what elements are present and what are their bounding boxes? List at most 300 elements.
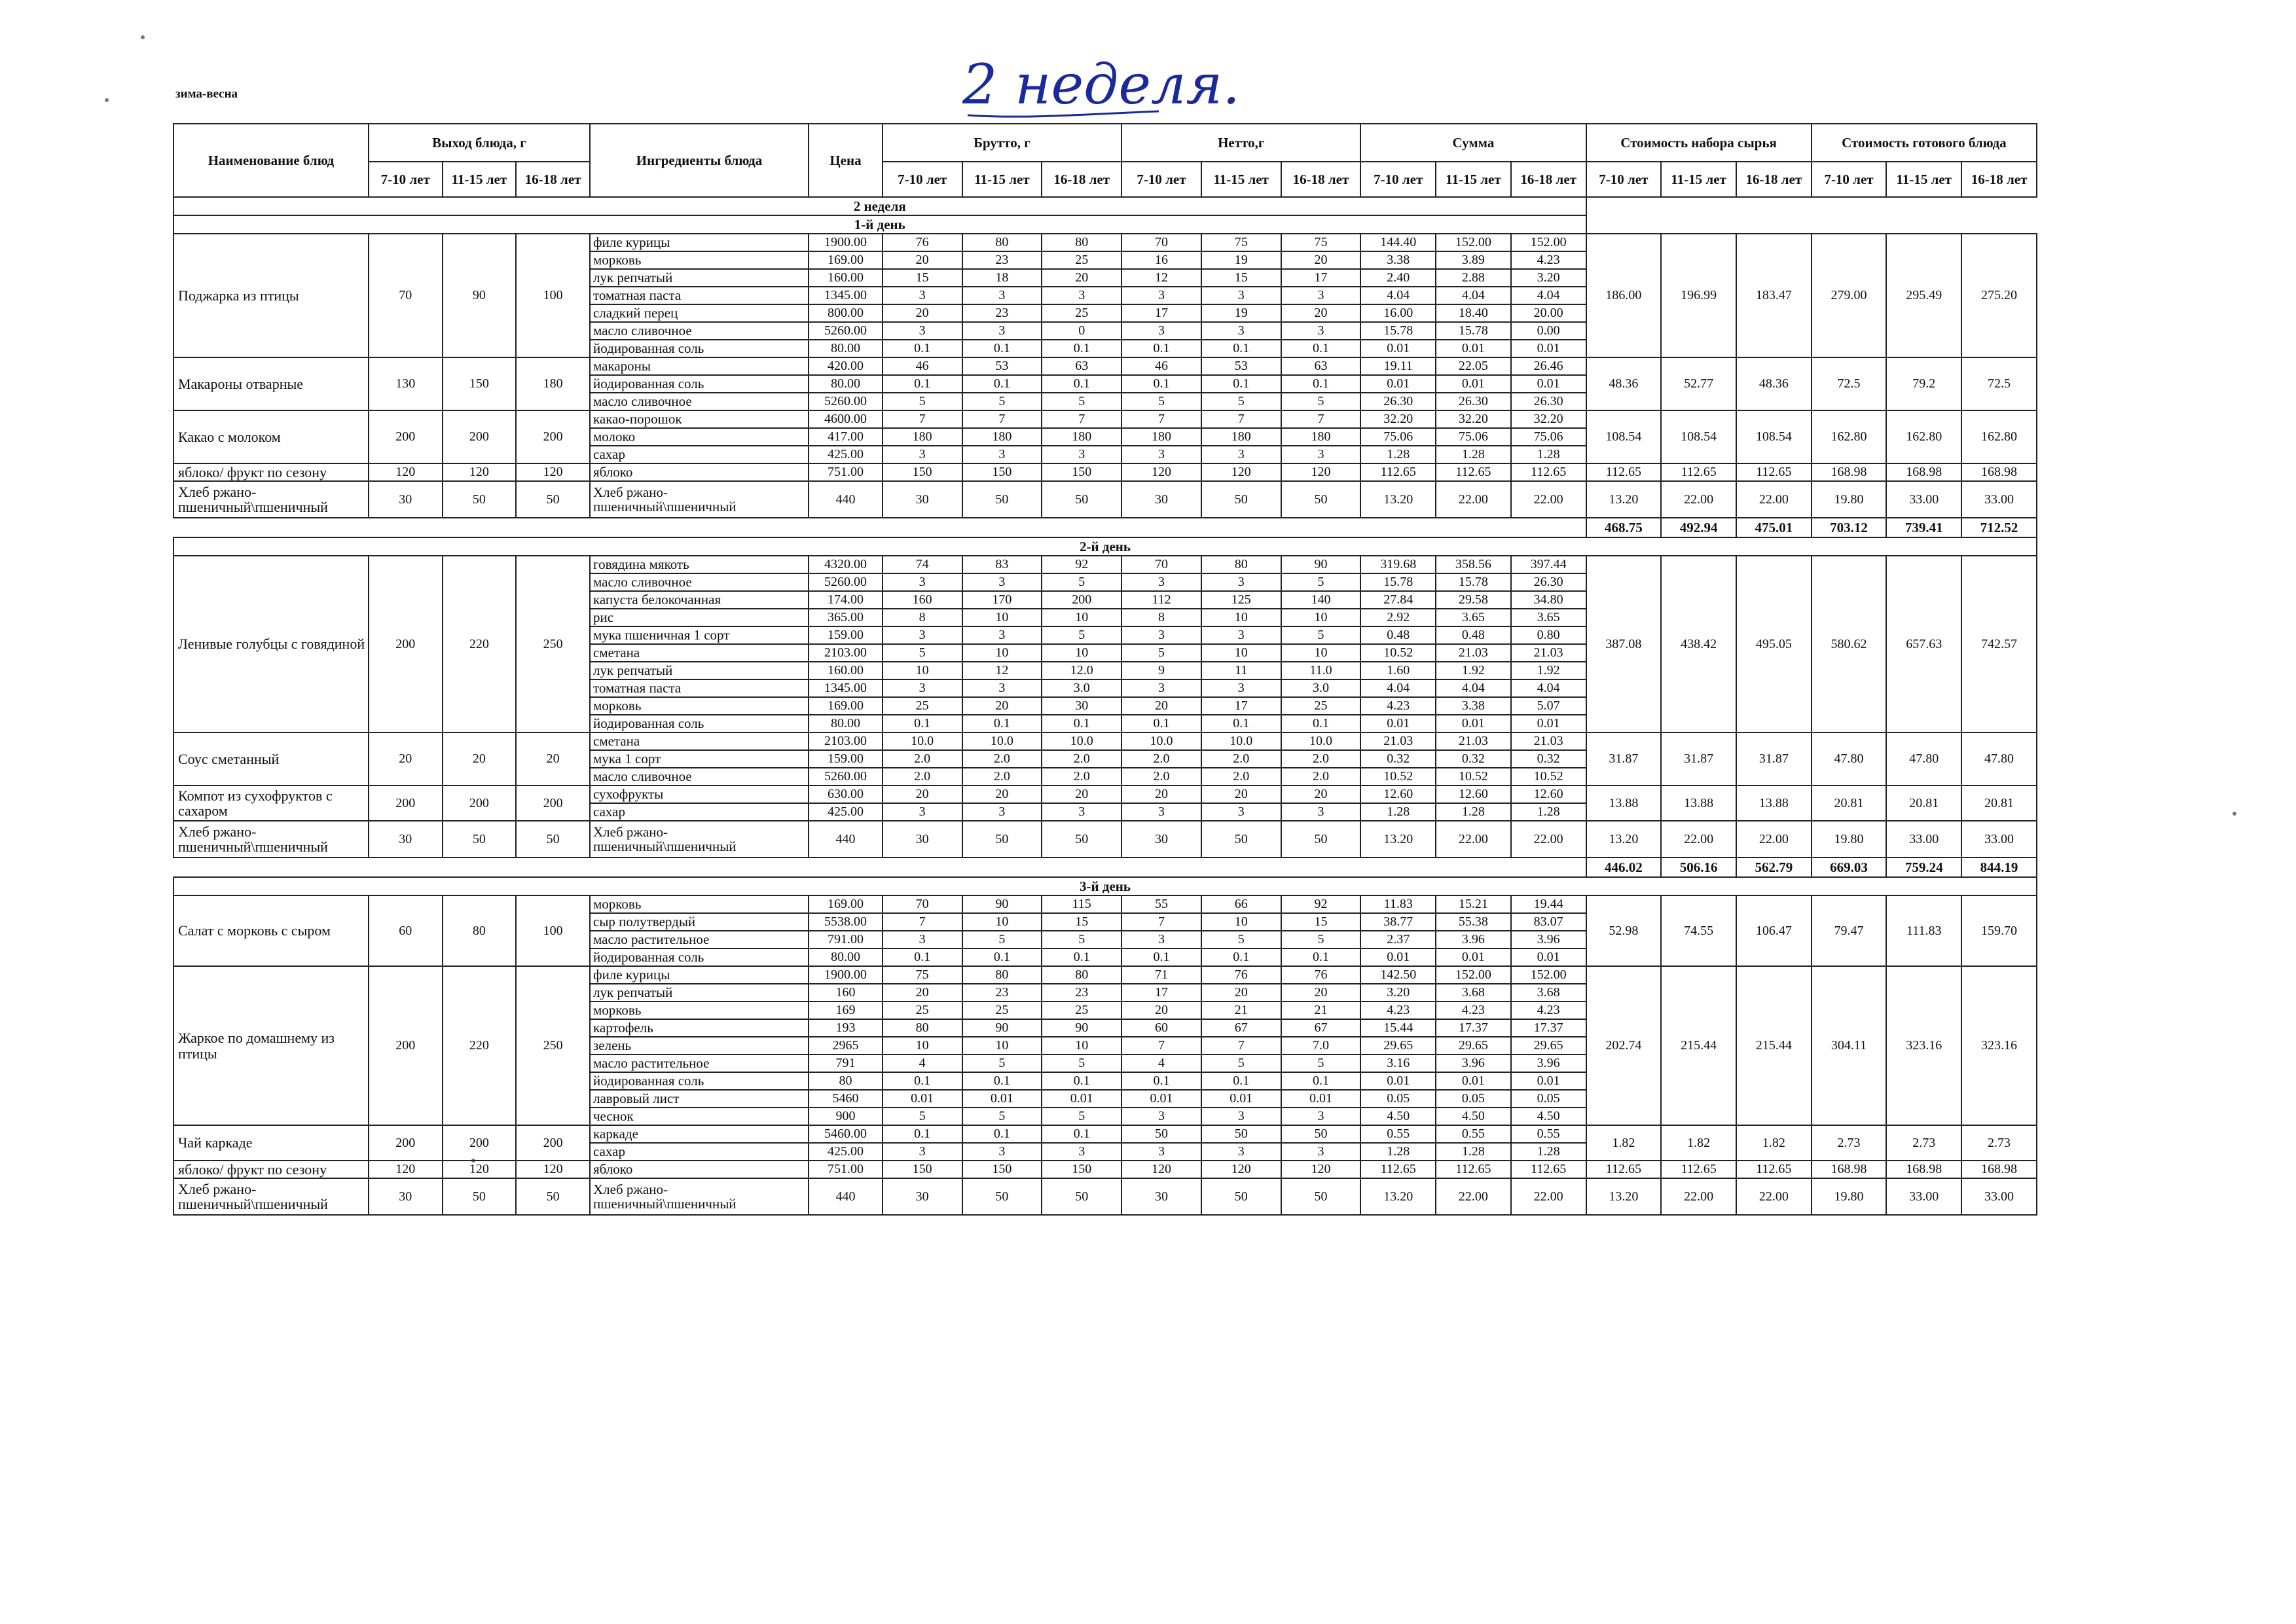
- ready-cost-1: 295.49: [1886, 234, 1961, 357]
- sum-1: 1.28: [1436, 803, 1511, 821]
- sum-2: 0.01: [1511, 715, 1586, 732]
- gross-1: 180: [962, 428, 1042, 446]
- ingredient-name: йодированная соль: [590, 340, 809, 357]
- sum-0: 12.60: [1360, 785, 1436, 803]
- ingredient-name: йодированная соль: [590, 375, 809, 393]
- sum-1: 152.00: [1436, 966, 1511, 984]
- net-1: 66: [1201, 895, 1281, 913]
- sum-2: 0.01: [1511, 375, 1586, 393]
- ready-cost-0: 168.98: [1812, 463, 1887, 481]
- dish-name: Хлеб ржано-пшеничный\пшеничный: [173, 481, 369, 518]
- net-0: 120: [1121, 463, 1201, 481]
- gross-0: 30: [883, 821, 962, 857]
- net-0: 70: [1121, 556, 1201, 573]
- ingredient-price: 169.00: [809, 895, 883, 913]
- sum-0: 4.04: [1360, 287, 1436, 304]
- sum-0: 1.28: [1360, 446, 1436, 463]
- sum-1: 0.01: [1436, 340, 1511, 357]
- raw-cost-0: 13.20: [1586, 481, 1662, 518]
- yield-1: 200: [443, 410, 517, 463]
- sum-1: 22.00: [1436, 481, 1511, 518]
- ingredient-name: йодированная соль: [590, 948, 809, 966]
- raw-cost-0: 202.74: [1586, 966, 1662, 1125]
- net-0: 20: [1121, 1001, 1201, 1019]
- total-raw-2: 475.01: [1736, 518, 1812, 537]
- net-2: 120: [1281, 463, 1361, 481]
- sum-1: 3.89: [1436, 251, 1511, 269]
- raw-cost-2: 112.65: [1736, 1161, 1812, 1178]
- ready-cost-1: 33.00: [1886, 1178, 1961, 1215]
- net-0: 2.0: [1121, 768, 1201, 785]
- sum-2: 152.00: [1511, 966, 1586, 984]
- net-1: 20: [1201, 785, 1281, 803]
- yield-0: 200: [369, 556, 443, 732]
- ingredient-price: 791: [809, 1055, 883, 1072]
- ready-cost-1: 657.63: [1886, 556, 1961, 732]
- ingredient-price: 425.00: [809, 1143, 883, 1161]
- total-ready-0: 669.03: [1812, 857, 1887, 877]
- ingredient-name: Хлеб ржано-пшеничный\пшеничный: [590, 821, 809, 857]
- ingredient-price: 4600.00: [809, 410, 883, 428]
- net-1: 3: [1201, 573, 1281, 591]
- gross-1: 5: [962, 1108, 1042, 1125]
- raw-cost-2: 31.87: [1736, 732, 1812, 785]
- col-ready-cost: Стоимость готового блюда: [1812, 124, 2037, 162]
- sum-2: 1.28: [1511, 446, 1586, 463]
- net-1: 0.1: [1201, 340, 1281, 357]
- total-ready-1: 759.24: [1886, 857, 1961, 877]
- yield-2: 250: [516, 966, 590, 1125]
- table-row: [173, 732, 2037, 750]
- yield-1: 120: [443, 1161, 517, 1178]
- ingredient-price: 751.00: [809, 463, 883, 481]
- net-1: 7: [1201, 410, 1281, 428]
- gross-1: 3: [962, 1143, 1042, 1161]
- sum-0: 10.52: [1360, 768, 1436, 785]
- gross-1: 10: [962, 609, 1042, 626]
- sum-2: 5.07: [1511, 697, 1586, 715]
- yield-2: 120: [516, 463, 590, 481]
- raw-cost-2: 22.00: [1736, 1178, 1812, 1215]
- yield-0: 30: [369, 821, 443, 857]
- gross-0: 7: [883, 913, 962, 931]
- sum-1: 21.03: [1436, 644, 1511, 662]
- gross-0: 5: [883, 393, 962, 410]
- gross-1: 7: [962, 410, 1042, 428]
- raw-cost-0: 186.00: [1586, 234, 1662, 357]
- gross-0: 20: [883, 785, 962, 803]
- dish-name: Соус сметанный: [173, 732, 369, 785]
- net-1: 0.1: [1201, 948, 1281, 966]
- col-yield: Выход блюда, г: [369, 124, 590, 162]
- gross-2: 180: [1042, 428, 1121, 446]
- day-title-row-label: 2-й день: [173, 537, 2037, 556]
- yield-2: 50: [516, 1178, 590, 1215]
- net-1: 2.0: [1201, 750, 1281, 768]
- sum-0: 13.20: [1360, 481, 1436, 518]
- gross-2: 0.1: [1042, 715, 1121, 732]
- ingredient-price: 900: [809, 1108, 883, 1125]
- net-2: 0.1: [1281, 715, 1361, 732]
- sum-1: 4.04: [1436, 287, 1511, 304]
- age-yield-0: 7-10 лет: [369, 162, 443, 197]
- gross-1: 25: [962, 1001, 1042, 1019]
- net-1: 19: [1201, 251, 1281, 269]
- ready-cost-0: 279.00: [1812, 234, 1887, 357]
- net-2: 5: [1281, 931, 1361, 948]
- ingredient-price: 440: [809, 1178, 883, 1215]
- gross-0: 3: [883, 1143, 962, 1161]
- gross-1: 10: [962, 644, 1042, 662]
- sum-0: 3.20: [1360, 984, 1436, 1001]
- ingredient-name: масло растительное: [590, 931, 809, 948]
- gross-1: 50: [962, 821, 1042, 857]
- sum-0: 1.28: [1360, 803, 1436, 821]
- sum-0: 10.52: [1360, 644, 1436, 662]
- sum-2: 4.04: [1511, 287, 1586, 304]
- gross-2: 25: [1042, 1001, 1121, 1019]
- sum-0: 112.65: [1360, 463, 1436, 481]
- net-0: 180: [1121, 428, 1201, 446]
- ingredient-price: 630.00: [809, 785, 883, 803]
- net-1: 50: [1201, 821, 1281, 857]
- gross-0: 30: [883, 1178, 962, 1215]
- ingredient-price: 5260.00: [809, 393, 883, 410]
- net-2: 3: [1281, 446, 1361, 463]
- raw-cost-2: 183.47: [1736, 234, 1812, 357]
- raw-cost-1: 1.82: [1661, 1125, 1736, 1161]
- gross-1: 80: [962, 234, 1042, 251]
- sum-1: 1.28: [1436, 446, 1511, 463]
- net-1: 21: [1201, 1001, 1281, 1019]
- gross-0: 4: [883, 1055, 962, 1072]
- net-0: 7: [1121, 1037, 1201, 1055]
- total-spacer: [173, 857, 1586, 877]
- sum-0: 3.16: [1360, 1055, 1436, 1072]
- ingredient-name: сахар: [590, 446, 809, 463]
- table-row: [173, 556, 2037, 573]
- dish-name: Хлеб ржано-пшеничный\пшеничный: [173, 821, 369, 857]
- ready-cost-2: 168.98: [1961, 1161, 2037, 1178]
- ready-cost-2: 162.80: [1961, 410, 2037, 463]
- sum-0: 27.84: [1360, 591, 1436, 609]
- yield-0: 70: [369, 234, 443, 357]
- ingredient-name: зелень: [590, 1037, 809, 1055]
- sum-0: 4.23: [1360, 697, 1436, 715]
- net-0: 30: [1121, 481, 1201, 518]
- gross-1: 90: [962, 1019, 1042, 1037]
- ingredient-name: Хлеб ржано-пшеничный\пшеничный: [590, 1178, 809, 1215]
- gross-1: 0.1: [962, 715, 1042, 732]
- net-0: 3: [1121, 1143, 1201, 1161]
- net-0: 3: [1121, 322, 1201, 340]
- net-1: 67: [1201, 1019, 1281, 1037]
- gross-2: 3: [1042, 287, 1121, 304]
- gross-0: 150: [883, 1161, 962, 1178]
- raw-cost-0: 13.20: [1586, 821, 1662, 857]
- table-row: [173, 234, 2037, 251]
- ready-cost-1: 47.80: [1886, 732, 1961, 785]
- sum-0: 11.83: [1360, 895, 1436, 913]
- table-header: [173, 124, 2037, 197]
- ready-cost-2: 72.5: [1961, 357, 2037, 410]
- ready-cost-0: 19.80: [1812, 1178, 1887, 1215]
- ready-cost-1: 33.00: [1886, 481, 1961, 518]
- raw-cost-1: 112.65: [1661, 1161, 1736, 1178]
- gross-2: 7: [1042, 410, 1121, 428]
- gross-1: 23: [962, 984, 1042, 1001]
- ingredient-price: 5260.00: [809, 768, 883, 785]
- sum-0: 0.01: [1360, 715, 1436, 732]
- net-2: 15: [1281, 913, 1361, 931]
- table-row: [173, 966, 2037, 984]
- sum-0: 0.01: [1360, 1072, 1436, 1090]
- ready-cost-0: 20.81: [1812, 785, 1887, 821]
- gross-1: 2.0: [962, 750, 1042, 768]
- ready-cost-1: 323.16: [1886, 966, 1961, 1125]
- gross-0: 5: [883, 644, 962, 662]
- ready-cost-1: 168.98: [1886, 1161, 1961, 1178]
- yield-2: 20: [516, 732, 590, 785]
- net-2: 20: [1281, 251, 1361, 269]
- net-1: 3: [1201, 446, 1281, 463]
- sum-2: 1.28: [1511, 803, 1586, 821]
- sum-0: 1.28: [1360, 1143, 1436, 1161]
- net-1: 0.1: [1201, 715, 1281, 732]
- total-raw-0: 468.75: [1586, 518, 1662, 537]
- yield-2: 50: [516, 481, 590, 518]
- raw-cost-0: 13.88: [1586, 785, 1662, 821]
- sum-2: 22.00: [1511, 821, 1586, 857]
- ingredient-name: морковь: [590, 697, 809, 715]
- net-2: 0.1: [1281, 375, 1361, 393]
- net-2: 3: [1281, 322, 1361, 340]
- yield-0: 20: [369, 732, 443, 785]
- ingredient-name: мука пшеничная 1 сорт: [590, 626, 809, 644]
- raw-cost-1: 13.88: [1661, 785, 1736, 821]
- gross-2: 50: [1042, 481, 1121, 518]
- yield-2: 250: [516, 556, 590, 732]
- net-2: 7.0: [1281, 1037, 1361, 1055]
- ingredient-price: 193: [809, 1019, 883, 1037]
- gross-2: 5: [1042, 1055, 1121, 1072]
- gross-0: 3: [883, 287, 962, 304]
- sum-0: 2.92: [1360, 609, 1436, 626]
- gross-1: 23: [962, 251, 1042, 269]
- raw-cost-1: 31.87: [1661, 732, 1736, 785]
- raw-cost-0: 48.36: [1586, 357, 1662, 410]
- table-row: [173, 785, 2037, 803]
- ready-cost-0: 168.98: [1812, 1161, 1887, 1178]
- ingredient-price: 1900.00: [809, 966, 883, 984]
- gross-1: 18: [962, 269, 1042, 287]
- yield-1: 220: [443, 556, 517, 732]
- sum-1: 0.05: [1436, 1090, 1511, 1108]
- gross-1: 0.1: [962, 948, 1042, 966]
- sum-2: 3.96: [1511, 931, 1586, 948]
- ready-cost-0: 47.80: [1812, 732, 1887, 785]
- net-2: 0.1: [1281, 1072, 1361, 1090]
- gross-2: 5: [1042, 573, 1121, 591]
- ingredient-price: 80.00: [809, 948, 883, 966]
- raw-cost-1: 22.00: [1661, 821, 1736, 857]
- sum-2: 0.01: [1511, 340, 1586, 357]
- net-1: 3: [1201, 626, 1281, 644]
- ingredient-name: масло сливочное: [590, 322, 809, 340]
- ingredient-name: йодированная соль: [590, 715, 809, 732]
- ingredient-price: 2103.00: [809, 644, 883, 662]
- sum-1: 21.03: [1436, 732, 1511, 750]
- net-0: 0.01: [1121, 1090, 1201, 1108]
- sum-1: 15.21: [1436, 895, 1511, 913]
- ready-cost-2: 275.20: [1961, 234, 2037, 357]
- net-0: 3: [1121, 287, 1201, 304]
- sum-2: 112.65: [1511, 463, 1586, 481]
- menu-cost-table: [173, 123, 2037, 1216]
- sum-1: 2.88: [1436, 269, 1511, 287]
- net-2: 90: [1281, 556, 1361, 573]
- net-0: 20: [1121, 697, 1201, 715]
- sum-1: 0.32: [1436, 750, 1511, 768]
- ingredient-name: Хлеб ржано-пшеничный\пшеничный: [590, 481, 809, 518]
- day-title-row: [173, 877, 2037, 895]
- sum-1: 152.00: [1436, 234, 1511, 251]
- gross-0: 3: [883, 322, 962, 340]
- age-raw-0: 7-10 лет: [1586, 162, 1662, 197]
- sum-0: 13.20: [1360, 821, 1436, 857]
- col-sum: Сумма: [1360, 124, 1586, 162]
- ingredient-price: 169.00: [809, 697, 883, 715]
- raw-cost-2: 1.82: [1736, 1125, 1812, 1161]
- age-raw-1: 11-15 лет: [1661, 162, 1736, 197]
- net-0: 3: [1121, 803, 1201, 821]
- net-2: 7: [1281, 410, 1361, 428]
- ready-cost-2: 33.00: [1961, 1178, 2037, 1215]
- total-ready-1: 739.41: [1886, 518, 1961, 537]
- net-2: 3: [1281, 1143, 1361, 1161]
- ingredient-name: томатная паста: [590, 287, 809, 304]
- gross-1: 23: [962, 304, 1042, 322]
- net-1: 3: [1201, 1108, 1281, 1125]
- ingredient-name: филе курицы: [590, 966, 809, 984]
- sum-0: 144.40: [1360, 234, 1436, 251]
- net-2: 75: [1281, 234, 1361, 251]
- yield-0: 60: [369, 895, 443, 966]
- net-2: 25: [1281, 697, 1361, 715]
- gross-0: 74: [883, 556, 962, 573]
- yield-2: 200: [516, 410, 590, 463]
- net-0: 10.0: [1121, 732, 1201, 750]
- net-1: 15: [1201, 269, 1281, 287]
- gross-0: 3: [883, 931, 962, 948]
- table-row: [173, 481, 2037, 518]
- gross-2: 10: [1042, 644, 1121, 662]
- gross-0: 75: [883, 966, 962, 984]
- net-1: 3: [1201, 322, 1281, 340]
- sum-2: 10.52: [1511, 768, 1586, 785]
- sum-1: 75.06: [1436, 428, 1511, 446]
- week-title-row: [173, 197, 2037, 215]
- ingredient-price: 5538.00: [809, 913, 883, 931]
- ingredient-name: сметана: [590, 732, 809, 750]
- sum-1: 22.05: [1436, 357, 1511, 375]
- net-2: 50: [1281, 481, 1361, 518]
- gross-2: 150: [1042, 1161, 1121, 1178]
- gross-2: 3: [1042, 803, 1121, 821]
- gross-1: 3: [962, 679, 1042, 697]
- net-2: 20: [1281, 785, 1361, 803]
- net-2: 5: [1281, 393, 1361, 410]
- gross-2: 63: [1042, 357, 1121, 375]
- age-gross-0: 7-10 лет: [883, 162, 962, 197]
- gross-1: 3: [962, 626, 1042, 644]
- sum-0: 29.65: [1360, 1037, 1436, 1055]
- net-1: 20: [1201, 984, 1281, 1001]
- ready-cost-0: 2.73: [1812, 1125, 1887, 1161]
- sum-1: 55.38: [1436, 913, 1511, 931]
- day-title-row-label: 1-й день: [173, 215, 1586, 234]
- yield-1: 200: [443, 785, 517, 821]
- ready-cost-0: 304.11: [1812, 966, 1887, 1125]
- day-total-row: [173, 518, 2037, 537]
- ingredient-price: 159.00: [809, 626, 883, 644]
- sum-0: 75.06: [1360, 428, 1436, 446]
- gross-1: 170: [962, 591, 1042, 609]
- gross-1: 5: [962, 393, 1042, 410]
- gross-0: 10: [883, 1037, 962, 1055]
- age-raw-2: 16-18 лет: [1736, 162, 1812, 197]
- sum-1: 112.65: [1436, 463, 1511, 481]
- yield-2: 50: [516, 821, 590, 857]
- gross-1: 5: [962, 1055, 1042, 1072]
- ingredient-price: 169.00: [809, 251, 883, 269]
- sum-2: 32.20: [1511, 410, 1586, 428]
- ready-cost-1: 2.73: [1886, 1125, 1961, 1161]
- ingredient-price: 440: [809, 821, 883, 857]
- sum-0: 4.50: [1360, 1108, 1436, 1125]
- gross-1: 3: [962, 322, 1042, 340]
- ingredient-name: лук репчатый: [590, 269, 809, 287]
- raw-cost-2: 22.00: [1736, 821, 1812, 857]
- yield-0: 30: [369, 1178, 443, 1215]
- week-title-row-label: 2 неделя: [173, 197, 1586, 215]
- handwritten-week-note: [962, 51, 1240, 123]
- gross-1: 12: [962, 662, 1042, 679]
- sum-2: 12.60: [1511, 785, 1586, 803]
- scan-speck: [141, 35, 145, 39]
- ingredient-name: сахар: [590, 803, 809, 821]
- sum-1: 15.78: [1436, 573, 1511, 591]
- net-1: 10.0: [1201, 732, 1281, 750]
- sum-1: 0.55: [1436, 1125, 1511, 1143]
- ingredient-price: 80.00: [809, 375, 883, 393]
- ingredient-name: лук репчатый: [590, 662, 809, 679]
- net-1: 125: [1201, 591, 1281, 609]
- gross-2: 0.1: [1042, 340, 1121, 357]
- gross-2: 80: [1042, 234, 1121, 251]
- gross-2: 10.0: [1042, 732, 1121, 750]
- net-1: 10: [1201, 609, 1281, 626]
- net-0: 3: [1121, 1108, 1201, 1125]
- ingredient-price: 4320.00: [809, 556, 883, 573]
- net-0: 16: [1121, 251, 1201, 269]
- net-1: 75: [1201, 234, 1281, 251]
- ready-cost-2: 2.73: [1961, 1125, 2037, 1161]
- gross-0: 76: [883, 234, 962, 251]
- sum-1: 3.38: [1436, 697, 1511, 715]
- ingredient-price: 440: [809, 481, 883, 518]
- net-0: 30: [1121, 821, 1201, 857]
